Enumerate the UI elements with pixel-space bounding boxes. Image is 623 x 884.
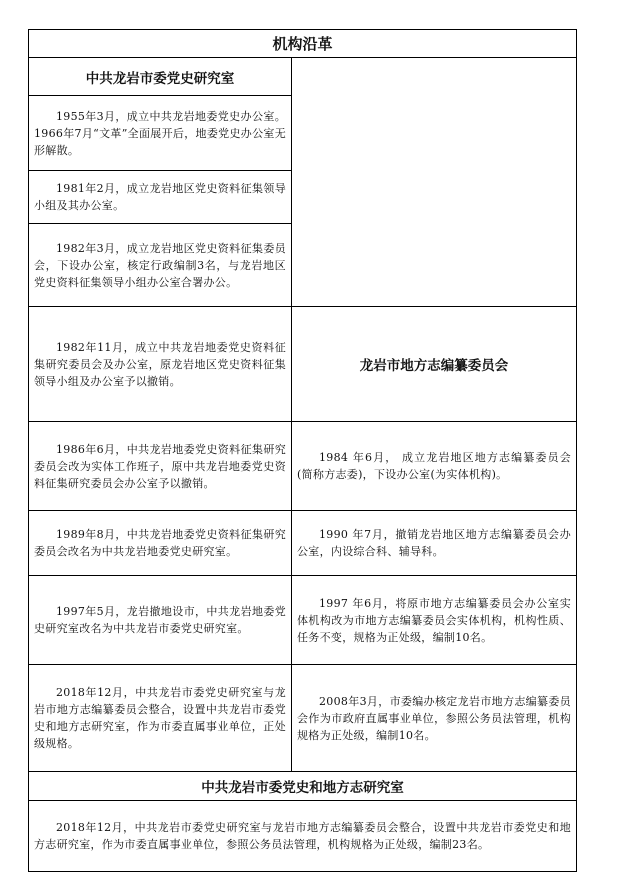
left-entry-6: 1989年8月，中共龙岩地委党史资料征集研究委员会改名为中共龙岩地委党史研究室。 xyxy=(29,511,292,576)
left-heading: 中共龙岩市委党史研究室 xyxy=(29,58,292,96)
left-entry-4: 1982年11月，成立中共龙岩地委党史资料征集研究委员会及办公室，原龙岩地区党史资料征集领导小组及办公室予以撤销。 xyxy=(29,307,292,422)
left-entry-2: 1981年2月，成立龙岩地区党史资料征集领导小组及其办公室。 xyxy=(29,171,292,224)
left-entry-1: 1955年3月，成立中共龙岩地委党史办公室。1966年7月“文革”全面展开后，地委党史办公室无形解散。 xyxy=(29,96,292,171)
bottom-entry: 2018年12月，中共龙岩市委党史研究室与龙岩市地方志编纂委员会整合，设置中共龙岩市委党史和地方志研究室，作为市委直属事业单位，参照公务员法管理，机构规格为正处级，编制23名。 xyxy=(29,801,577,872)
right-entry-1: 1984 年6月， 成立龙岩地区地方志编纂委员会(简称方志委)，下设办公室(为实体机构)。 xyxy=(292,422,577,511)
history-document xyxy=(28,29,576,872)
right-entry-4: 2008年3月，市委编办核定龙岩市地方志编纂委员会作为市政府直属事业单位，参照公务员法管理，机构规格为正处级，编制10名。 xyxy=(292,665,577,772)
left-entry-3: 1982年3月，成立龙岩地区党史资料征集委员会，下设办公室，核定行政编制3名，与龙岩地区党史资料征集领导小组办公室合署办公。 xyxy=(29,224,292,307)
right-entry-2: 1990 年7月，撤销龙岩地区地方志编纂委员会办公室，内设综合科、辅导科。 xyxy=(292,511,577,576)
right-heading: 龙岩市地方志编纂委员会 xyxy=(292,307,577,422)
page-title: 机构沿革 xyxy=(29,30,577,58)
right-entry-3: 1997 年6月，将原市地方志编纂委员会办公室实体机构改为市地方志编纂委员会实体机构，机构性质、任务不变，规格为正处级，编制10名。 xyxy=(292,576,577,665)
right-empty-cell xyxy=(292,58,577,307)
history-table xyxy=(28,29,577,872)
bottom-heading: 中共龙岩市委党史和地方志研究室 xyxy=(29,772,577,801)
left-entry-8: 2018年12月，中共龙岩市委党史研究室与龙岩市地方志编纂委员会整合，设置中共龙岩市委党史和地方志研究室，作为市委直属事业单位，正处级规格。 xyxy=(29,665,292,772)
left-entry-5: 1986年6月，中共龙岩地委党史资料征集研究委员会改为实体工作班子，原中共龙岩地委党史资料征集研究委员会办公室予以撤销。 xyxy=(29,422,292,511)
left-entry-7: 1997年5月，龙岩撤地设市，中共龙岩地委党史研究室改名为中共龙岩市委党史研究室。 xyxy=(29,576,292,665)
